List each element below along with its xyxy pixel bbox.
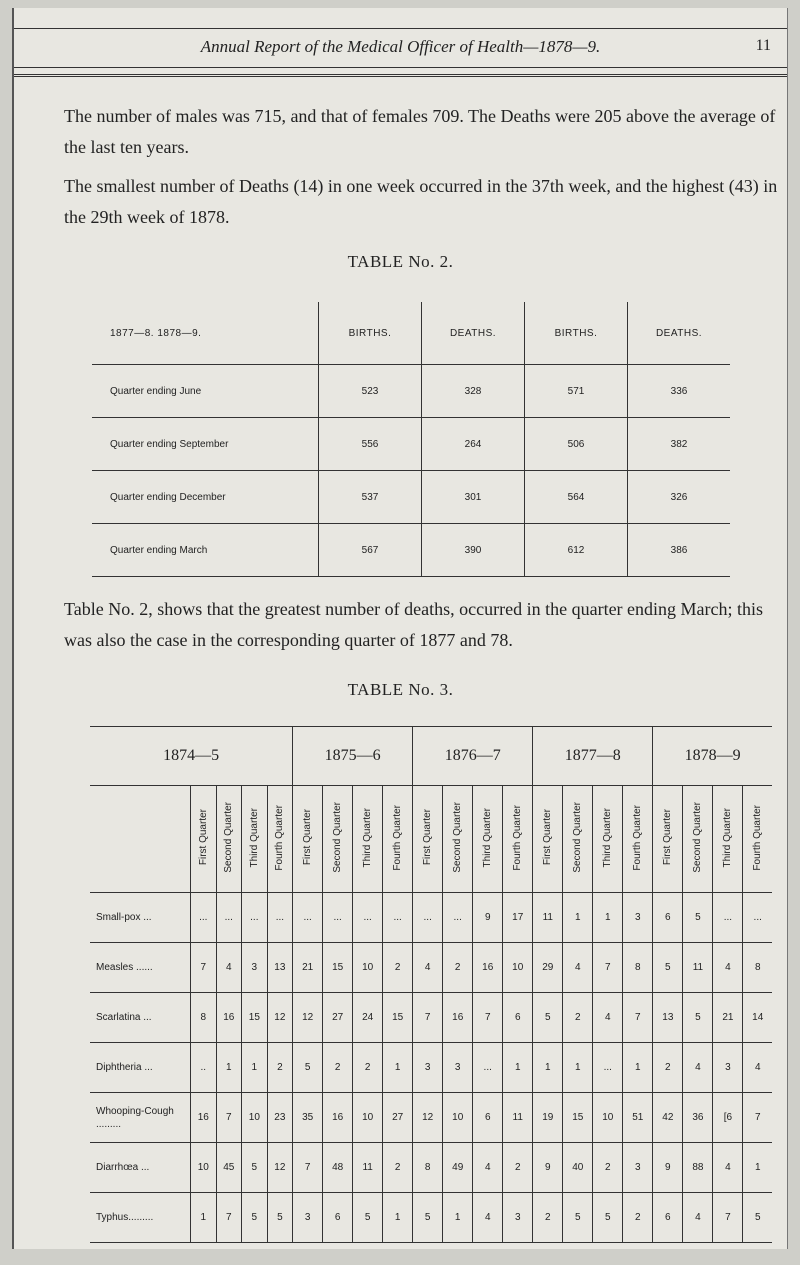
cell-value: 27 [323, 993, 353, 1043]
cell-value: 11 [503, 1093, 533, 1143]
cell-value: 2 [353, 1043, 383, 1093]
cell-value: 29 [533, 943, 563, 993]
paragraph-births-deaths: The number of males was 715, and that of females 709. The Deaths were 205 above the average of the last ten years. [64, 106, 776, 157]
quarter-header-label: Second Quarter [452, 802, 464, 873]
table2-caption: TABLE No. 2. [347, 252, 454, 271]
cell-value: 27 [383, 1093, 413, 1143]
cell-value: 5 [533, 993, 563, 1043]
cell-value: ... [293, 893, 323, 943]
disease-deaths-table [90, 726, 772, 1243]
cell-value: 21 [293, 943, 323, 993]
quarter-header [683, 786, 713, 893]
cell-value: 567 [319, 524, 422, 577]
cell-value: 45 [216, 1143, 242, 1193]
cell-value: 4 [473, 1193, 503, 1243]
table-row [90, 1043, 772, 1093]
cell-value: 10 [593, 1093, 623, 1143]
table-row [90, 1093, 772, 1143]
header-title: Annual Report of the Medical Officer of Health—1878—9. [200, 37, 601, 56]
quarter-header-label: Fourth Quarter [274, 804, 286, 871]
row-label: Small-pox ... [90, 893, 191, 943]
cell-value: 7 [743, 1093, 772, 1143]
cell-value: 4 [216, 943, 242, 993]
row-label: Whooping-Cough ......... [90, 1093, 191, 1143]
cell-value: 7 [623, 993, 653, 1043]
cell-value: 17 [503, 893, 533, 943]
quarter-header [533, 786, 563, 893]
cell-value: 11 [533, 893, 563, 943]
cell-value: 5 [593, 1193, 623, 1243]
cell-value: 16 [443, 993, 473, 1043]
cell-value: 7 [473, 993, 503, 1043]
quarter-header [713, 786, 743, 893]
cell-value: 7 [293, 1143, 323, 1193]
cell-value: 1 [443, 1193, 473, 1243]
cell-value: 16 [216, 993, 242, 1043]
cell-value: 5 [267, 1193, 293, 1243]
cell-value: 8 [191, 993, 217, 1043]
cell-value: 2 [593, 1143, 623, 1193]
row-label: Diarrhœa ... [90, 1143, 191, 1193]
year-header: 1878—9 [653, 727, 772, 786]
cell-value: 35 [293, 1093, 323, 1143]
quarter-header [353, 786, 383, 893]
cell-value: 4 [413, 943, 443, 993]
cell-value: 5 [653, 943, 683, 993]
cell-value: 556 [319, 418, 422, 471]
cell-value: 16 [473, 943, 503, 993]
quarter-header-label: First Quarter [197, 809, 209, 866]
cell-value: 5 [242, 1143, 268, 1193]
cell-value: 9 [533, 1143, 563, 1193]
quarter-header [443, 786, 473, 893]
cell-value: 10 [242, 1093, 268, 1143]
quarter-header-label: Third Quarter [248, 807, 260, 868]
cell-value: 2 [623, 1193, 653, 1243]
cell-value: 5 [242, 1193, 268, 1243]
cell-value: 10 [443, 1093, 473, 1143]
table2-header-deaths-1878: DEATHS. [628, 302, 731, 365]
table-row [90, 893, 772, 943]
quarter-header [242, 786, 268, 893]
cell-value: 1 [242, 1043, 268, 1093]
cell-value: 40 [563, 1143, 593, 1193]
quarter-header [503, 786, 533, 893]
cell-value: [6 [713, 1093, 743, 1143]
quarter-header-label: Second Quarter [223, 802, 235, 873]
births-deaths-table [92, 302, 730, 577]
cell-value: 1 [503, 1043, 533, 1093]
quarter-header-label: First Quarter [542, 809, 554, 866]
cell-value: 8 [413, 1143, 443, 1193]
quarter-header-label: First Quarter [302, 809, 314, 866]
row-label: Scarlatina ... [90, 993, 191, 1043]
cell-value: ... [242, 893, 268, 943]
cell-value: 7 [191, 943, 217, 993]
quarter-header-label: Third Quarter [722, 807, 734, 868]
year-header: 1874—5 [90, 727, 293, 786]
cell-value: 4 [713, 1143, 743, 1193]
header-rule [14, 74, 787, 77]
cell-value: 48 [323, 1143, 353, 1193]
cell-value: 2 [653, 1043, 683, 1093]
year-header: 1876—7 [413, 727, 533, 786]
row-label: Measles ...... [90, 943, 191, 993]
row-label: Quarter ending December [92, 471, 319, 524]
cell-value: 7 [216, 1193, 242, 1243]
cell-value: ... [353, 893, 383, 943]
table-row [92, 365, 730, 418]
quarter-header-label: First Quarter [422, 809, 434, 866]
cell-value: 1 [191, 1193, 217, 1243]
cell-value: 3 [623, 893, 653, 943]
running-header [14, 28, 787, 68]
cell-value: 11 [353, 1143, 383, 1193]
cell-value: 8 [623, 943, 653, 993]
cell-value: 3 [503, 1193, 533, 1243]
cell-value: 16 [323, 1093, 353, 1143]
cell-value: 326 [628, 471, 731, 524]
cell-value: 15 [383, 993, 413, 1043]
cell-value: 12 [413, 1093, 443, 1143]
page-number: 11 [755, 37, 771, 54]
cell-value: 10 [191, 1143, 217, 1193]
quarter-header-label: Third Quarter [362, 807, 374, 868]
cell-value: 6 [323, 1193, 353, 1243]
cell-value: 1 [563, 1043, 593, 1093]
cell-value: 3 [293, 1193, 323, 1243]
cell-value: 4 [593, 993, 623, 1043]
quarter-header-label: Fourth Quarter [752, 804, 764, 871]
year-header: 1877—8 [533, 727, 653, 786]
quarter-header [293, 786, 323, 893]
cell-value: 1 [216, 1043, 242, 1093]
cell-value: 3 [413, 1043, 443, 1093]
cell-value: 328 [422, 365, 525, 418]
quarter-header [623, 786, 653, 893]
cell-value: 1 [563, 893, 593, 943]
cell-value: 8 [743, 943, 772, 993]
cell-value: 19 [533, 1093, 563, 1143]
quarter-header [267, 786, 293, 893]
quarter-header [563, 786, 593, 893]
cell-value: 7 [713, 1193, 743, 1243]
quarter-header-label: Second Quarter [572, 802, 584, 873]
cell-value: 6 [503, 993, 533, 1043]
quarter-header-label: Third Quarter [482, 807, 494, 868]
cell-value: 15 [323, 943, 353, 993]
cell-value: 5 [293, 1043, 323, 1093]
cell-value: 7 [216, 1093, 242, 1143]
cell-value: 386 [628, 524, 731, 577]
quarter-header [743, 786, 772, 893]
cell-value: 264 [422, 418, 525, 471]
cell-value: 506 [525, 418, 628, 471]
cell-value: 523 [319, 365, 422, 418]
row-label: Typhus......... [90, 1193, 191, 1243]
cell-value: 88 [683, 1143, 713, 1193]
cell-value: 10 [353, 943, 383, 993]
cell-value: 4 [743, 1043, 772, 1093]
cell-value: 10 [353, 1093, 383, 1143]
quarter-header-label: Second Quarter [692, 802, 704, 873]
cell-value: 12 [267, 993, 293, 1043]
cell-value: 9 [653, 1143, 683, 1193]
year-header: 1875—6 [293, 727, 413, 786]
cell-value: 4 [473, 1143, 503, 1193]
cell-value: ... [191, 893, 217, 943]
cell-value: ... [713, 893, 743, 943]
table-row [92, 418, 730, 471]
cell-value: 7 [413, 993, 443, 1043]
cell-value: 390 [422, 524, 525, 577]
quarter-header [323, 786, 353, 893]
cell-value: 16 [191, 1093, 217, 1143]
table-row [92, 524, 730, 577]
cell-value: 11 [683, 943, 713, 993]
cell-value: 3 [242, 943, 268, 993]
paragraph-table2-summary: Table No. 2, shows that the greatest number of deaths, occurred in the quarter ending March; this was also the case in the corresponding quarter of 1877 and 78. [64, 599, 764, 650]
cell-value: 5 [353, 1193, 383, 1243]
cell-value: 2 [503, 1143, 533, 1193]
cell-value: 1 [593, 893, 623, 943]
table2-header-deaths-1877: DEATHS. [422, 302, 525, 365]
quarter-header [413, 786, 443, 893]
quarter-header-label: Third Quarter [602, 807, 614, 868]
table-row [90, 993, 772, 1043]
quarter-header [473, 786, 503, 893]
table3-year-row [90, 727, 772, 786]
cell-value: 5 [563, 1193, 593, 1243]
cell-value: 3 [443, 1043, 473, 1093]
quarter-header [593, 786, 623, 893]
cell-value: 23 [267, 1093, 293, 1143]
cell-value: 2 [267, 1043, 293, 1093]
cell-value: 5 [683, 893, 713, 943]
cell-value: 3 [713, 1043, 743, 1093]
cell-value: 2 [533, 1193, 563, 1243]
cell-value: 13 [653, 993, 683, 1043]
cell-value: 4 [563, 943, 593, 993]
row-label: Quarter ending September [92, 418, 319, 471]
cell-value: 12 [293, 993, 323, 1043]
cell-value: 4 [683, 1043, 713, 1093]
cell-value: 2 [323, 1043, 353, 1093]
cell-value: 5 [683, 993, 713, 1043]
cell-value: 5 [413, 1193, 443, 1243]
cell-value: 6 [473, 1093, 503, 1143]
cell-value: 10 [503, 943, 533, 993]
cell-value: 564 [525, 471, 628, 524]
cell-value: 2 [383, 943, 413, 993]
cell-value: ... [593, 1043, 623, 1093]
table-row [90, 1193, 772, 1243]
cell-value: ... [743, 893, 772, 943]
cell-value: ... [413, 893, 443, 943]
row-label: Quarter ending June [92, 365, 319, 418]
table-row [92, 471, 730, 524]
cell-value: 1 [383, 1043, 413, 1093]
cell-value: ... [473, 1043, 503, 1093]
cell-value: ... [267, 893, 293, 943]
cell-value: 4 [713, 943, 743, 993]
cell-value: 21 [713, 993, 743, 1043]
cell-value: 2 [443, 943, 473, 993]
cell-value: 1 [383, 1193, 413, 1243]
table3-caption: TABLE No. 3. [347, 680, 454, 699]
cell-value: 3 [623, 1143, 653, 1193]
row-label: Quarter ending March [92, 524, 319, 577]
paragraph-weekly-deaths: The smallest number of Deaths (14) in one week occurred in the 37th week, and the highest (43) in the 29th week of 1878. [64, 176, 778, 227]
quarter-header [216, 786, 242, 893]
cell-value: 51 [623, 1093, 653, 1143]
cell-value: 2 [563, 993, 593, 1043]
cell-value: 15 [242, 993, 268, 1043]
cell-value: 6 [653, 893, 683, 943]
cell-value: 24 [353, 993, 383, 1043]
table2-header-births-1877: BIRTHS. [319, 302, 422, 365]
cell-value: 612 [525, 524, 628, 577]
cell-value: 1 [533, 1043, 563, 1093]
cell-value: 1 [743, 1143, 772, 1193]
quarter-header-label: Fourth Quarter [512, 804, 524, 871]
cell-value: 336 [628, 365, 731, 418]
cell-value: ... [216, 893, 242, 943]
table-row [90, 1143, 772, 1193]
report-page [12, 8, 788, 1249]
cell-value: 2 [383, 1143, 413, 1193]
cell-value: 5 [743, 1193, 772, 1243]
quarter-header [383, 786, 413, 893]
cell-value: .. [191, 1043, 217, 1093]
cell-value: 14 [743, 993, 772, 1043]
cell-value: 301 [422, 471, 525, 524]
cell-value: 571 [525, 365, 628, 418]
cell-value: 1 [623, 1043, 653, 1093]
cell-value: 6 [653, 1193, 683, 1243]
table-row [90, 943, 772, 993]
cell-value: 13 [267, 943, 293, 993]
cell-value: 15 [563, 1093, 593, 1143]
quarter-header [191, 786, 217, 893]
table2-header-births-1878: BIRTHS. [525, 302, 628, 365]
table3-quarter-row [90, 786, 772, 893]
table2-header-row [92, 302, 730, 365]
row-label-header [90, 786, 191, 893]
quarter-header-label: Fourth Quarter [392, 804, 404, 871]
cell-value: 7 [593, 943, 623, 993]
cell-value: 42 [653, 1093, 683, 1143]
cell-value: 12 [267, 1143, 293, 1193]
cell-value: 4 [683, 1193, 713, 1243]
cell-value: 49 [443, 1143, 473, 1193]
cell-value: 382 [628, 418, 731, 471]
quarter-header [653, 786, 683, 893]
quarter-header-label: Fourth Quarter [632, 804, 644, 871]
cell-value: 537 [319, 471, 422, 524]
cell-value: 36 [683, 1093, 713, 1143]
cell-value: ... [323, 893, 353, 943]
quarter-header-label: First Quarter [662, 809, 674, 866]
cell-value: 9 [473, 893, 503, 943]
cell-value: ... [443, 893, 473, 943]
row-label: Diphtheria ... [90, 1043, 191, 1093]
quarter-header-label: Second Quarter [332, 802, 344, 873]
table2-header-period: 1877—8. 1878—9. [92, 302, 319, 365]
cell-value: ... [383, 893, 413, 943]
